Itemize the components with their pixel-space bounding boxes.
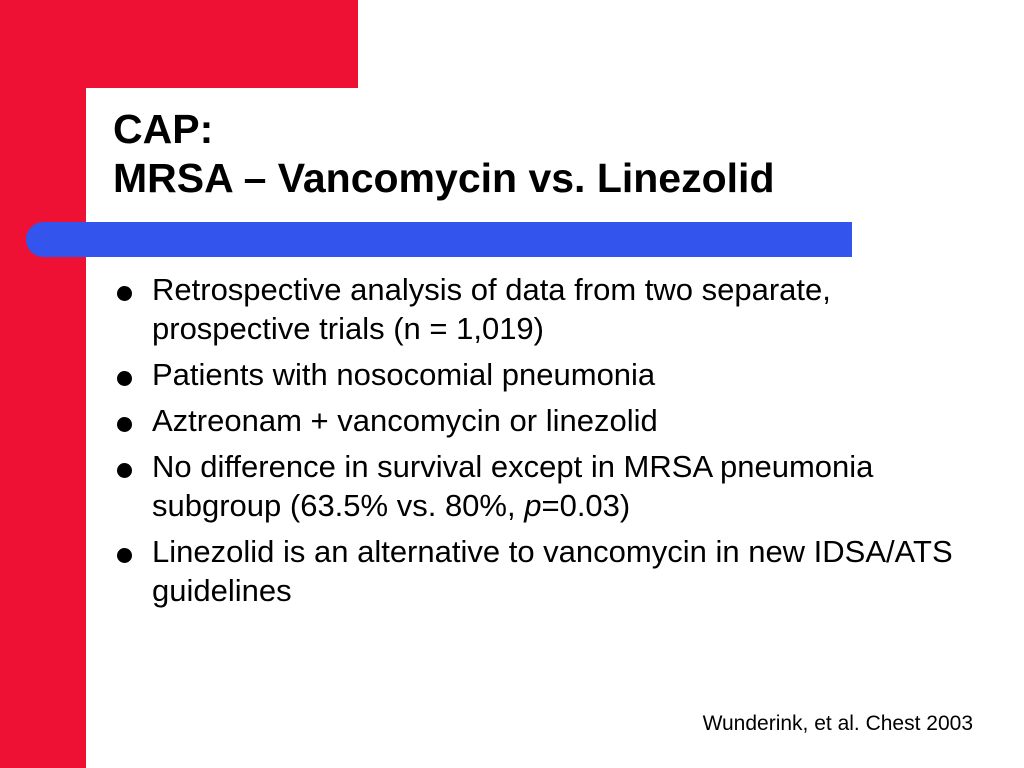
blue-divider-bar [26,222,852,257]
bullet-text-end: =0.03) [541,488,631,523]
bullet-list [113,270,993,617]
bullet-dot-icon [117,371,132,386]
red-accent-band-left [0,0,86,768]
bullet-item [113,270,993,348]
bullet-text: Patients with nosocomial pneumonia [152,357,656,392]
bullet-text: Retrospective analysis of data from two separate, prospective trials (n = 1,019) [152,272,831,346]
red-accent-band-top [0,0,358,88]
bullet-text-start: No difference in survival except in MRSA pneumonia subgroup (63.5% vs. 80%, [152,449,874,523]
bullet-text: Linezolid is an alternative to vancomycin in new IDSA/ATS guidelines [152,534,953,608]
bullet-item [113,355,993,394]
citation: Wunderink, et al. Chest 2003 [702,712,973,735]
bullet-item [113,532,993,610]
title-line-1: CAP: [113,106,214,152]
title-line-2: MRSA – Vancomycin vs. Linezolid [113,155,775,201]
slide-title [113,105,775,203]
bullet-dot-icon [117,463,132,478]
p-value-symbol: p [524,488,542,523]
bullet-text: Aztreonam + vancomycin or linezolid [152,403,658,438]
bullet-item [113,401,993,440]
bullet-item [113,447,993,525]
bullet-dot-icon [117,286,132,301]
bullet-dot-icon [117,417,132,432]
bullet-dot-icon [117,548,132,563]
